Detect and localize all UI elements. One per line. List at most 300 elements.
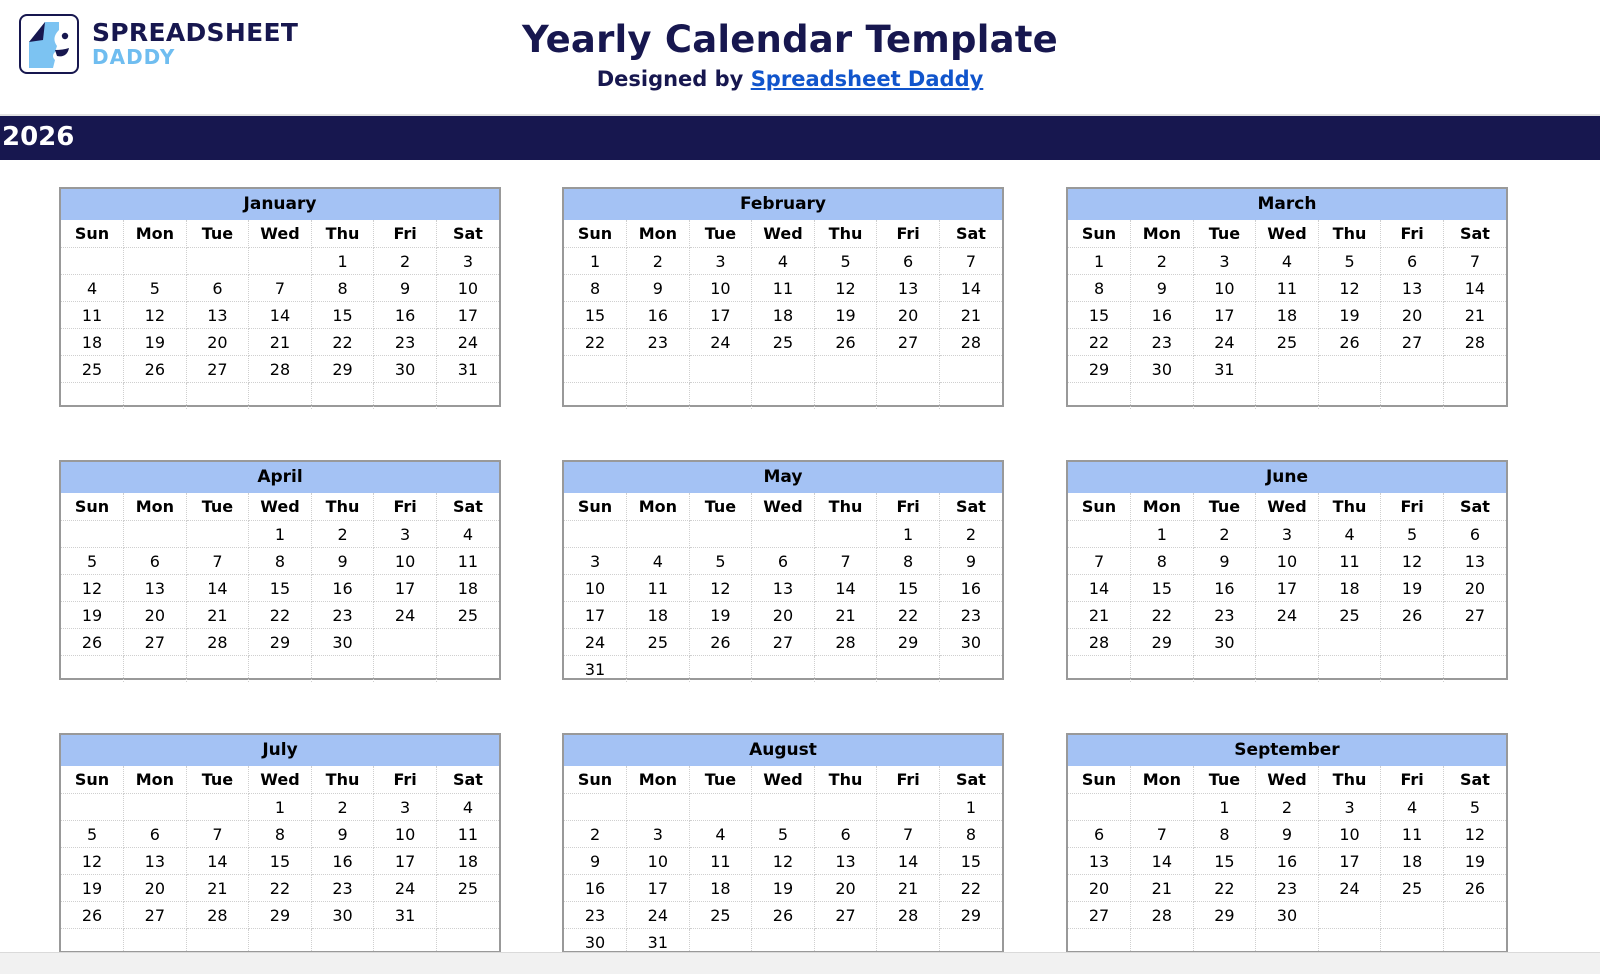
day-cell[interactable]: 20 — [1068, 875, 1131, 902]
day-cell[interactable]: 24 — [1256, 602, 1319, 629]
day-cell[interactable]: 16 — [311, 848, 374, 875]
day-cell[interactable]: 4 — [1318, 521, 1381, 548]
day-cell[interactable]: 17 — [436, 302, 499, 329]
day-cell[interactable]: 7 — [877, 821, 940, 848]
day-cell[interactable]: 5 — [814, 248, 877, 275]
day-cell[interactable]: 2 — [1256, 794, 1319, 821]
day-cell[interactable]: 17 — [564, 602, 627, 629]
day-cell[interactable]: 26 — [1381, 602, 1444, 629]
day-cell[interactable]: 31 — [564, 656, 627, 683]
day-cell[interactable]: 16 — [1131, 302, 1194, 329]
day-cell[interactable]: 9 — [311, 548, 374, 575]
day-cell[interactable]: 5 — [61, 821, 124, 848]
day-cell[interactable]: 24 — [627, 902, 690, 929]
day-cell[interactable]: 10 — [1193, 275, 1256, 302]
day-cell[interactable]: 21 — [814, 602, 877, 629]
day-cell[interactable]: 27 — [124, 902, 187, 929]
day-cell[interactable]: 17 — [374, 848, 437, 875]
day-cell[interactable] — [249, 383, 312, 410]
day-cell[interactable]: 25 — [752, 329, 815, 356]
day-cell[interactable]: 3 — [1318, 794, 1381, 821]
day-cell[interactable]: 20 — [752, 602, 815, 629]
day-cell[interactable]: 13 — [1068, 848, 1131, 875]
day-cell[interactable]: 9 — [1193, 548, 1256, 575]
day-cell[interactable]: 26 — [124, 356, 187, 383]
day-cell[interactable]: 4 — [61, 275, 124, 302]
day-cell[interactable]: 23 — [627, 329, 690, 356]
day-cell[interactable]: 21 — [186, 875, 249, 902]
day-cell[interactable]: 27 — [1381, 329, 1444, 356]
day-cell[interactable]: 7 — [1068, 548, 1131, 575]
day-cell[interactable]: 10 — [374, 821, 437, 848]
day-cell[interactable]: 16 — [1193, 575, 1256, 602]
day-cell[interactable] — [939, 356, 1002, 383]
day-cell[interactable]: 28 — [877, 902, 940, 929]
day-cell[interactable]: 11 — [1256, 275, 1319, 302]
day-cell[interactable]: 17 — [1256, 575, 1319, 602]
day-cell[interactable]: 4 — [1256, 248, 1319, 275]
spreadsheet-daddy-link[interactable]: Spreadsheet Daddy — [750, 67, 984, 91]
day-cell[interactable]: 23 — [1131, 329, 1194, 356]
day-cell[interactable]: 7 — [186, 548, 249, 575]
day-cell[interactable]: 21 — [1443, 302, 1506, 329]
day-cell[interactable]: 15 — [249, 848, 312, 875]
day-cell[interactable]: 5 — [1318, 248, 1381, 275]
day-cell[interactable]: 20 — [1443, 575, 1506, 602]
day-cell[interactable]: 19 — [124, 329, 187, 356]
day-cell[interactable] — [311, 383, 374, 410]
day-cell[interactable] — [436, 383, 499, 410]
day-cell[interactable]: 4 — [689, 821, 752, 848]
day-cell[interactable] — [814, 521, 877, 548]
day-cell[interactable] — [1381, 383, 1444, 410]
day-cell[interactable] — [627, 521, 690, 548]
day-cell[interactable]: 1 — [1131, 521, 1194, 548]
day-cell[interactable] — [374, 656, 437, 683]
day-cell[interactable] — [1381, 629, 1444, 656]
day-cell[interactable]: 12 — [814, 275, 877, 302]
day-cell[interactable] — [374, 383, 437, 410]
day-cell[interactable] — [186, 248, 249, 275]
day-cell[interactable]: 24 — [374, 875, 437, 902]
day-cell[interactable]: 22 — [249, 875, 312, 902]
day-cell[interactable]: 26 — [752, 902, 815, 929]
day-cell[interactable] — [814, 794, 877, 821]
day-cell[interactable] — [186, 383, 249, 410]
day-cell[interactable]: 3 — [689, 248, 752, 275]
day-cell[interactable]: 7 — [186, 821, 249, 848]
day-cell[interactable]: 25 — [1381, 875, 1444, 902]
day-cell[interactable]: 24 — [689, 329, 752, 356]
day-cell[interactable]: 1 — [249, 521, 312, 548]
day-cell[interactable]: 18 — [61, 329, 124, 356]
day-cell[interactable]: 29 — [1193, 902, 1256, 929]
day-cell[interactable]: 29 — [1131, 629, 1194, 656]
day-cell[interactable] — [1318, 902, 1381, 929]
day-cell[interactable] — [186, 521, 249, 548]
day-cell[interactable] — [61, 383, 124, 410]
day-cell[interactable] — [752, 656, 815, 683]
day-cell[interactable] — [1443, 656, 1506, 683]
day-cell[interactable]: 29 — [311, 356, 374, 383]
day-cell[interactable]: 18 — [752, 302, 815, 329]
day-cell[interactable]: 25 — [1318, 602, 1381, 629]
day-cell[interactable] — [939, 656, 1002, 683]
day-cell[interactable] — [61, 656, 124, 683]
day-cell[interactable]: 2 — [939, 521, 1002, 548]
day-cell[interactable] — [1381, 656, 1444, 683]
day-cell[interactable]: 23 — [939, 602, 1002, 629]
day-cell[interactable]: 1 — [249, 794, 312, 821]
day-cell[interactable]: 17 — [374, 575, 437, 602]
day-cell[interactable]: 20 — [124, 602, 187, 629]
day-cell[interactable] — [689, 656, 752, 683]
day-cell[interactable]: 21 — [1068, 602, 1131, 629]
day-cell[interactable]: 22 — [1068, 329, 1131, 356]
day-cell[interactable] — [1318, 383, 1381, 410]
day-cell[interactable] — [627, 794, 690, 821]
day-cell[interactable]: 14 — [249, 302, 312, 329]
day-cell[interactable]: 6 — [124, 548, 187, 575]
day-cell[interactable]: 2 — [1193, 521, 1256, 548]
day-cell[interactable] — [436, 629, 499, 656]
day-cell[interactable]: 13 — [877, 275, 940, 302]
day-cell[interactable]: 31 — [436, 356, 499, 383]
day-cell[interactable] — [627, 356, 690, 383]
day-cell[interactable]: 15 — [877, 575, 940, 602]
day-cell[interactable]: 28 — [186, 902, 249, 929]
day-cell[interactable]: 14 — [877, 848, 940, 875]
day-cell[interactable]: 22 — [1131, 602, 1194, 629]
day-cell[interactable]: 11 — [1381, 821, 1444, 848]
day-cell[interactable] — [1193, 383, 1256, 410]
day-cell[interactable] — [436, 902, 499, 929]
day-cell[interactable]: 15 — [311, 302, 374, 329]
day-cell[interactable] — [124, 656, 187, 683]
day-cell[interactable]: 21 — [939, 302, 1002, 329]
day-cell[interactable] — [752, 356, 815, 383]
day-cell[interactable]: 6 — [1443, 521, 1506, 548]
day-cell[interactable]: 11 — [689, 848, 752, 875]
day-cell[interactable]: 1 — [564, 248, 627, 275]
day-cell[interactable]: 27 — [752, 629, 815, 656]
day-cell[interactable]: 23 — [564, 902, 627, 929]
day-cell[interactable]: 5 — [124, 275, 187, 302]
day-cell[interactable] — [1443, 356, 1506, 383]
day-cell[interactable] — [1131, 794, 1194, 821]
day-cell[interactable]: 2 — [374, 248, 437, 275]
day-cell[interactable]: 9 — [627, 275, 690, 302]
day-cell[interactable] — [627, 656, 690, 683]
day-cell[interactable] — [436, 656, 499, 683]
day-cell[interactable] — [752, 521, 815, 548]
day-cell[interactable] — [877, 794, 940, 821]
day-cell[interactable]: 10 — [1256, 548, 1319, 575]
day-cell[interactable]: 9 — [374, 275, 437, 302]
day-cell[interactable] — [1381, 356, 1444, 383]
day-cell[interactable]: 30 — [311, 902, 374, 929]
day-cell[interactable]: 19 — [752, 875, 815, 902]
day-cell[interactable]: 13 — [186, 302, 249, 329]
day-cell[interactable]: 19 — [1318, 302, 1381, 329]
day-cell[interactable]: 10 — [436, 275, 499, 302]
day-cell[interactable]: 22 — [877, 602, 940, 629]
day-cell[interactable]: 16 — [939, 575, 1002, 602]
day-cell[interactable] — [627, 383, 690, 410]
day-cell[interactable] — [124, 521, 187, 548]
day-cell[interactable]: 29 — [877, 629, 940, 656]
day-cell[interactable]: 6 — [877, 248, 940, 275]
day-cell[interactable]: 1 — [877, 521, 940, 548]
day-cell[interactable]: 27 — [1068, 902, 1131, 929]
day-cell[interactable]: 18 — [1256, 302, 1319, 329]
day-cell[interactable] — [689, 521, 752, 548]
day-cell[interactable] — [689, 383, 752, 410]
day-cell[interactable]: 7 — [249, 275, 312, 302]
day-cell[interactable]: 17 — [1318, 848, 1381, 875]
day-cell[interactable]: 25 — [61, 356, 124, 383]
day-cell[interactable] — [877, 656, 940, 683]
day-cell[interactable]: 2 — [1131, 248, 1194, 275]
day-cell[interactable]: 11 — [752, 275, 815, 302]
day-cell[interactable]: 8 — [249, 548, 312, 575]
day-cell[interactable]: 9 — [311, 821, 374, 848]
day-cell[interactable]: 1 — [939, 794, 1002, 821]
day-cell[interactable]: 30 — [1131, 356, 1194, 383]
day-cell[interactable]: 29 — [939, 902, 1002, 929]
day-cell[interactable]: 9 — [1131, 275, 1194, 302]
day-cell[interactable]: 26 — [61, 629, 124, 656]
day-cell[interactable]: 30 — [374, 356, 437, 383]
day-cell[interactable] — [1256, 629, 1319, 656]
day-cell[interactable]: 24 — [1318, 875, 1381, 902]
day-cell[interactable] — [1443, 383, 1506, 410]
day-cell[interactable]: 20 — [877, 302, 940, 329]
day-cell[interactable]: 14 — [186, 848, 249, 875]
day-cell[interactable]: 13 — [752, 575, 815, 602]
day-cell[interactable] — [1256, 356, 1319, 383]
day-cell[interactable]: 23 — [1256, 875, 1319, 902]
day-cell[interactable]: 8 — [939, 821, 1002, 848]
day-cell[interactable]: 14 — [1131, 848, 1194, 875]
day-cell[interactable]: 10 — [1318, 821, 1381, 848]
day-cell[interactable]: 19 — [689, 602, 752, 629]
day-cell[interactable]: 8 — [1068, 275, 1131, 302]
day-cell[interactable]: 27 — [814, 902, 877, 929]
day-cell[interactable]: 16 — [627, 302, 690, 329]
day-cell[interactable]: 7 — [1131, 821, 1194, 848]
day-cell[interactable]: 29 — [1068, 356, 1131, 383]
day-cell[interactable]: 30 — [1193, 629, 1256, 656]
day-cell[interactable]: 16 — [374, 302, 437, 329]
day-cell[interactable]: 17 — [689, 302, 752, 329]
day-cell[interactable]: 23 — [311, 602, 374, 629]
day-cell[interactable]: 20 — [186, 329, 249, 356]
day-cell[interactable]: 4 — [752, 248, 815, 275]
day-cell[interactable]: 26 — [814, 329, 877, 356]
day-cell[interactable]: 12 — [689, 575, 752, 602]
day-cell[interactable]: 24 — [1193, 329, 1256, 356]
day-cell[interactable]: 2 — [311, 521, 374, 548]
day-cell[interactable]: 22 — [249, 602, 312, 629]
day-cell[interactable]: 11 — [627, 575, 690, 602]
day-cell[interactable]: 4 — [627, 548, 690, 575]
day-cell[interactable]: 14 — [186, 575, 249, 602]
day-cell[interactable]: 11 — [1318, 548, 1381, 575]
day-cell[interactable]: 13 — [1381, 275, 1444, 302]
day-cell[interactable] — [249, 248, 312, 275]
day-cell[interactable]: 7 — [814, 548, 877, 575]
day-cell[interactable]: 10 — [564, 575, 627, 602]
day-cell[interactable]: 13 — [124, 575, 187, 602]
day-cell[interactable]: 4 — [436, 521, 499, 548]
day-cell[interactable] — [374, 629, 437, 656]
day-cell[interactable]: 17 — [1193, 302, 1256, 329]
day-cell[interactable]: 7 — [1443, 248, 1506, 275]
day-cell[interactable]: 6 — [124, 821, 187, 848]
day-cell[interactable]: 9 — [939, 548, 1002, 575]
day-cell[interactable]: 14 — [939, 275, 1002, 302]
day-cell[interactable]: 18 — [436, 848, 499, 875]
day-cell[interactable]: 13 — [1443, 548, 1506, 575]
day-cell[interactable]: 9 — [1256, 821, 1319, 848]
day-cell[interactable]: 23 — [311, 875, 374, 902]
day-cell[interactable] — [61, 248, 124, 275]
day-cell[interactable]: 9 — [564, 848, 627, 875]
day-cell[interactable]: 3 — [374, 521, 437, 548]
day-cell[interactable]: 30 — [939, 629, 1002, 656]
day-cell[interactable] — [814, 656, 877, 683]
day-cell[interactable]: 26 — [1318, 329, 1381, 356]
day-cell[interactable]: 23 — [1193, 602, 1256, 629]
day-cell[interactable]: 30 — [1256, 902, 1319, 929]
day-cell[interactable]: 6 — [1381, 248, 1444, 275]
day-cell[interactable]: 3 — [374, 794, 437, 821]
day-cell[interactable]: 27 — [124, 629, 187, 656]
day-cell[interactable]: 16 — [311, 575, 374, 602]
day-cell[interactable]: 19 — [1443, 848, 1506, 875]
day-cell[interactable]: 13 — [124, 848, 187, 875]
day-cell[interactable] — [311, 656, 374, 683]
day-cell[interactable]: 21 — [186, 602, 249, 629]
day-cell[interactable]: 27 — [1443, 602, 1506, 629]
day-cell[interactable]: 5 — [1443, 794, 1506, 821]
day-cell[interactable]: 21 — [1131, 875, 1194, 902]
day-cell[interactable]: 22 — [939, 875, 1002, 902]
day-cell[interactable]: 19 — [1381, 575, 1444, 602]
day-cell[interactable] — [249, 656, 312, 683]
day-cell[interactable]: 17 — [627, 875, 690, 902]
day-cell[interactable] — [564, 356, 627, 383]
day-cell[interactable]: 28 — [814, 629, 877, 656]
day-cell[interactable] — [186, 656, 249, 683]
day-cell[interactable]: 11 — [436, 548, 499, 575]
day-cell[interactable]: 28 — [186, 629, 249, 656]
day-cell[interactable]: 24 — [564, 629, 627, 656]
day-cell[interactable]: 6 — [1068, 821, 1131, 848]
day-cell[interactable]: 1 — [1193, 794, 1256, 821]
day-cell[interactable] — [61, 794, 124, 821]
day-cell[interactable]: 19 — [61, 602, 124, 629]
day-cell[interactable] — [124, 248, 187, 275]
day-cell[interactable]: 21 — [877, 875, 940, 902]
day-cell[interactable]: 8 — [249, 821, 312, 848]
day-cell[interactable]: 18 — [1381, 848, 1444, 875]
day-cell[interactable]: 5 — [1381, 521, 1444, 548]
day-cell[interactable] — [1318, 629, 1381, 656]
day-cell[interactable] — [1443, 629, 1506, 656]
day-cell[interactable]: 22 — [311, 329, 374, 356]
day-cell[interactable] — [752, 383, 815, 410]
day-cell[interactable] — [689, 356, 752, 383]
day-cell[interactable]: 29 — [249, 902, 312, 929]
day-cell[interactable] — [1068, 794, 1131, 821]
day-cell[interactable]: 26 — [689, 629, 752, 656]
day-cell[interactable]: 3 — [564, 548, 627, 575]
day-cell[interactable]: 12 — [61, 848, 124, 875]
day-cell[interactable]: 23 — [374, 329, 437, 356]
day-cell[interactable]: 27 — [877, 329, 940, 356]
day-cell[interactable] — [1068, 383, 1131, 410]
day-cell[interactable]: 5 — [689, 548, 752, 575]
day-cell[interactable]: 30 — [311, 629, 374, 656]
day-cell[interactable]: 27 — [186, 356, 249, 383]
day-cell[interactable]: 31 — [1193, 356, 1256, 383]
day-cell[interactable]: 10 — [689, 275, 752, 302]
day-cell[interactable]: 10 — [627, 848, 690, 875]
day-cell[interactable]: 6 — [814, 821, 877, 848]
day-cell[interactable]: 14 — [1068, 575, 1131, 602]
day-cell[interactable]: 31 — [627, 929, 690, 956]
day-cell[interactable]: 14 — [1443, 275, 1506, 302]
day-cell[interactable]: 1 — [311, 248, 374, 275]
day-cell[interactable]: 12 — [61, 575, 124, 602]
day-cell[interactable]: 4 — [1381, 794, 1444, 821]
day-cell[interactable]: 5 — [61, 548, 124, 575]
day-cell[interactable]: 11 — [61, 302, 124, 329]
day-cell[interactable]: 12 — [1443, 821, 1506, 848]
day-cell[interactable]: 16 — [1256, 848, 1319, 875]
day-cell[interactable]: 22 — [564, 329, 627, 356]
day-cell[interactable]: 10 — [374, 548, 437, 575]
day-cell[interactable]: 25 — [436, 875, 499, 902]
day-cell[interactable] — [564, 383, 627, 410]
day-cell[interactable] — [814, 356, 877, 383]
day-cell[interactable]: 28 — [1131, 902, 1194, 929]
day-cell[interactable]: 8 — [877, 548, 940, 575]
day-cell[interactable]: 11 — [436, 821, 499, 848]
day-cell[interactable]: 24 — [374, 602, 437, 629]
day-cell[interactable]: 15 — [939, 848, 1002, 875]
day-cell[interactable]: 20 — [124, 875, 187, 902]
day-cell[interactable]: 18 — [1318, 575, 1381, 602]
day-cell[interactable] — [1318, 656, 1381, 683]
day-cell[interactable]: 6 — [186, 275, 249, 302]
day-cell[interactable] — [1193, 656, 1256, 683]
day-cell[interactable]: 15 — [564, 302, 627, 329]
day-cell[interactable] — [61, 521, 124, 548]
day-cell[interactable]: 26 — [1443, 875, 1506, 902]
day-cell[interactable]: 3 — [1256, 521, 1319, 548]
day-cell[interactable]: 28 — [939, 329, 1002, 356]
day-cell[interactable]: 15 — [1068, 302, 1131, 329]
day-cell[interactable]: 25 — [689, 902, 752, 929]
day-cell[interactable] — [1068, 521, 1131, 548]
day-cell[interactable]: 30 — [564, 929, 627, 956]
day-cell[interactable]: 15 — [1193, 848, 1256, 875]
day-cell[interactable] — [877, 383, 940, 410]
day-cell[interactable]: 18 — [627, 602, 690, 629]
